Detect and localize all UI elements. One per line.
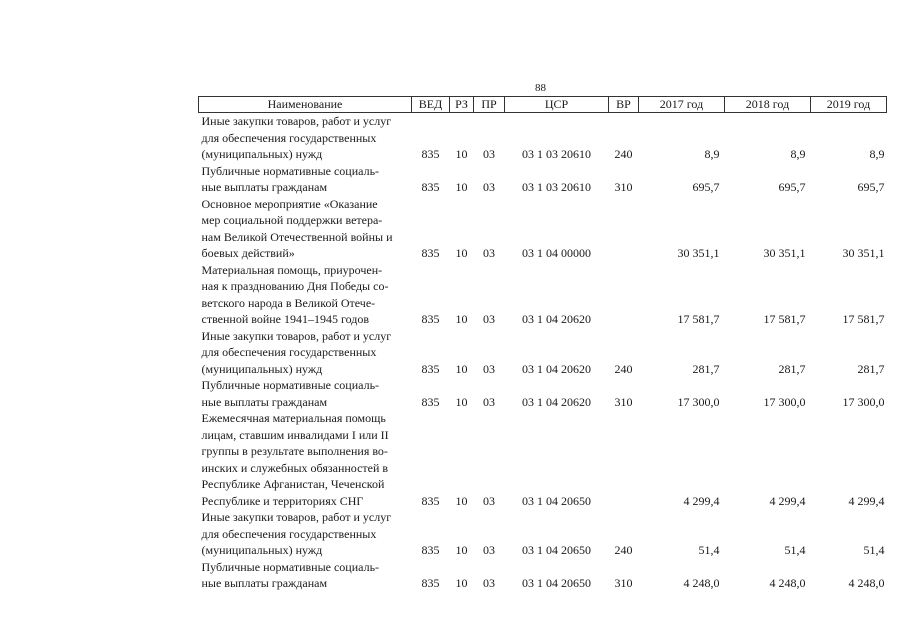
cell-rz: 10: [455, 576, 468, 590]
header-2017: 2017 год: [639, 97, 725, 113]
cell-name-line: Основное мероприятие «Оказание: [201, 196, 378, 211]
cell-name-line: ные выплаты гражданам: [201, 394, 328, 409]
cell-csr: 03 1 04 20650: [522, 576, 591, 590]
budget-table: [198, 96, 887, 592]
cell-rz: 10: [455, 246, 468, 260]
cell-2018: 4 299,4: [769, 493, 806, 508]
table-row: [199, 113, 887, 163]
cell-pr: 03: [483, 246, 495, 260]
cell-name: [199, 262, 412, 328]
cell-2018: 51,4: [784, 543, 806, 557]
cell-vr: 310: [614, 394, 633, 409]
cell-2018: 281,7: [778, 361, 806, 376]
cell-2019: 51,4: [863, 543, 885, 557]
cell-2017: 17 300,0: [677, 394, 720, 409]
table-row: [199, 509, 887, 559]
cell-name-line: ные выплаты гражданам: [201, 180, 328, 194]
cell-name-line: лицам, ставшим инвалидами I или II: [201, 427, 389, 442]
cell-name-line: мер социальной поддержки ветера-: [201, 213, 383, 227]
cell-csr: 03 1 04 20650: [522, 543, 591, 557]
table-row: [199, 410, 887, 509]
cell-name-line: ственной войне 1941–1945 годов: [201, 312, 370, 326]
page-number: 88: [535, 82, 546, 94]
cell-name: [199, 113, 412, 163]
cell-name-line: ная к празднованию Дня Победы со-: [201, 279, 389, 293]
cell-name: [199, 328, 412, 378]
cell-ved: 835: [421, 246, 440, 260]
cell-ved: 835: [421, 543, 440, 557]
table-row: [199, 163, 887, 196]
cell-name-line: ветского народа в Великой Отече-: [201, 295, 376, 310]
header-pr: ПР: [474, 97, 505, 113]
cell-csr: 03 1 04 20620: [522, 394, 591, 409]
cell-2019: 17 300,0: [842, 394, 885, 409]
cell-ved: 835: [421, 361, 440, 376]
cell-pr: 03: [483, 543, 495, 557]
cell-vr: 240: [614, 361, 633, 376]
table-row: [199, 559, 887, 592]
cell-name-line: Иные закупки товаров, работ и услуг: [201, 114, 392, 128]
cell-csr: 03 1 04 20650: [522, 493, 591, 508]
cell-ved: 835: [421, 147, 440, 161]
cell-name-line: для обеспечения государственных: [201, 526, 377, 541]
cell-csr: 03 1 04 20620: [522, 312, 591, 326]
cell-name-line: (муниципальных) нужд: [201, 147, 323, 161]
header-vr: ВР: [609, 97, 639, 113]
header-rz: РЗ: [450, 97, 474, 113]
cell-vr: 240: [614, 543, 633, 557]
cell-name-line: Ежемесячная материальная помощь: [201, 411, 386, 425]
cell-rz: 10: [455, 394, 468, 409]
cell-name-line: Материальная помощь, приурочен-: [201, 262, 383, 277]
cell-2017: 281,7: [692, 361, 720, 376]
table-body: [199, 113, 887, 592]
cell-2019: 4 248,0: [848, 576, 885, 590]
cell-name: [199, 559, 412, 592]
cell-name: [199, 377, 412, 410]
cell-2018: 17 300,0: [763, 394, 806, 409]
table-row: [199, 377, 887, 410]
cell-name-line: (муниципальных) нужд: [201, 361, 323, 376]
cell-name: [199, 196, 412, 262]
header-csr: ЦСР: [505, 97, 609, 113]
cell-name-line: ные выплаты гражданам: [201, 576, 328, 590]
cell-pr: 03: [483, 180, 495, 194]
cell-2019: 4 299,4: [848, 493, 885, 508]
cell-name-line: Республике и территориях СНГ: [201, 493, 364, 508]
cell-rz: 10: [455, 147, 468, 161]
cell-csr: 03 1 04 20620: [522, 361, 591, 376]
cell-2017: 30 351,1: [677, 246, 720, 260]
cell-vr: 310: [614, 180, 633, 194]
cell-name: [199, 410, 412, 509]
cell-vr: 240: [614, 147, 633, 161]
cell-2017: 695,7: [692, 180, 720, 194]
table-header-row: [199, 97, 887, 113]
cell-ved: 835: [421, 180, 440, 194]
cell-2018: 8,9: [790, 147, 806, 161]
header-2018: 2018 год: [725, 97, 811, 113]
cell-pr: 03: [483, 493, 495, 508]
cell-name-line: нам Великой Отечественной войны и: [201, 229, 393, 244]
cell-2018: 30 351,1: [763, 246, 806, 260]
cell-2017: 4 299,4: [683, 493, 720, 508]
cell-2017: 51,4: [698, 543, 720, 557]
table-row: [199, 262, 887, 328]
header-name: Наименование: [199, 97, 412, 113]
cell-name-line: Иные закупки товаров, работ и услуг: [201, 328, 392, 343]
cell-2019: 30 351,1: [842, 246, 885, 260]
cell-2017: 4 248,0: [683, 576, 720, 590]
cell-vr: [609, 262, 639, 328]
cell-rz: 10: [455, 543, 468, 557]
cell-2018: 695,7: [778, 180, 806, 194]
cell-rz: 10: [455, 312, 468, 326]
cell-name-line: (муниципальных) нужд: [201, 543, 323, 557]
cell-2019: 281,7: [857, 361, 885, 376]
cell-name-line: инских и служебных обязанностей в: [201, 460, 389, 475]
cell-pr: 03: [483, 576, 495, 590]
header-2019: 2019 год: [811, 97, 887, 113]
cell-pr: 03: [483, 312, 495, 326]
table-row: [199, 196, 887, 262]
cell-ved: 835: [421, 312, 440, 326]
cell-vr: [609, 196, 639, 262]
cell-rz: 10: [455, 361, 468, 376]
cell-csr: 03 1 04 00000: [522, 246, 591, 260]
cell-name-line: Иные закупки товаров, работ и услуг: [201, 510, 392, 524]
cell-rz: 10: [455, 180, 468, 194]
cell-name-line: боевых действий»: [201, 246, 295, 260]
cell-rz: 10: [455, 493, 468, 508]
cell-vr: 310: [614, 576, 633, 590]
cell-2017: 8,9: [704, 147, 720, 161]
header-ved: ВЕД: [412, 97, 450, 113]
cell-2018: 4 248,0: [769, 576, 806, 590]
cell-name-line: Публичные нормативные социаль-: [201, 163, 380, 178]
cell-name-line: Публичные нормативные социаль-: [201, 559, 380, 574]
cell-name: [199, 509, 412, 559]
cell-name-line: группы в результате выполнения во-: [201, 444, 388, 458]
cell-ved: 835: [421, 493, 440, 508]
cell-2019: 695,7: [857, 180, 885, 194]
cell-2019: 17 581,7: [842, 312, 885, 326]
cell-2017: 17 581,7: [677, 312, 720, 326]
cell-name-line: для обеспечения государственных: [201, 130, 377, 145]
cell-name-line: Республике Афганистан, Чеченской: [201, 477, 385, 491]
cell-pr: 03: [483, 394, 495, 409]
cell-ved: 835: [421, 394, 440, 409]
table-row: [199, 328, 887, 378]
cell-pr: 03: [483, 361, 495, 376]
cell-name-line: Публичные нормативные социаль-: [201, 378, 380, 392]
cell-csr: 03 1 03 20610: [522, 180, 591, 194]
cell-name: [199, 163, 412, 196]
cell-csr: 03 1 03 20610: [522, 147, 591, 161]
cell-2019: 8,9: [869, 147, 885, 161]
cell-name-line: для обеспечения государственных: [201, 345, 377, 359]
cell-pr: 03: [483, 147, 495, 161]
cell-ved: 835: [421, 576, 440, 590]
cell-2018: 17 581,7: [763, 312, 806, 326]
cell-vr: [609, 410, 639, 509]
